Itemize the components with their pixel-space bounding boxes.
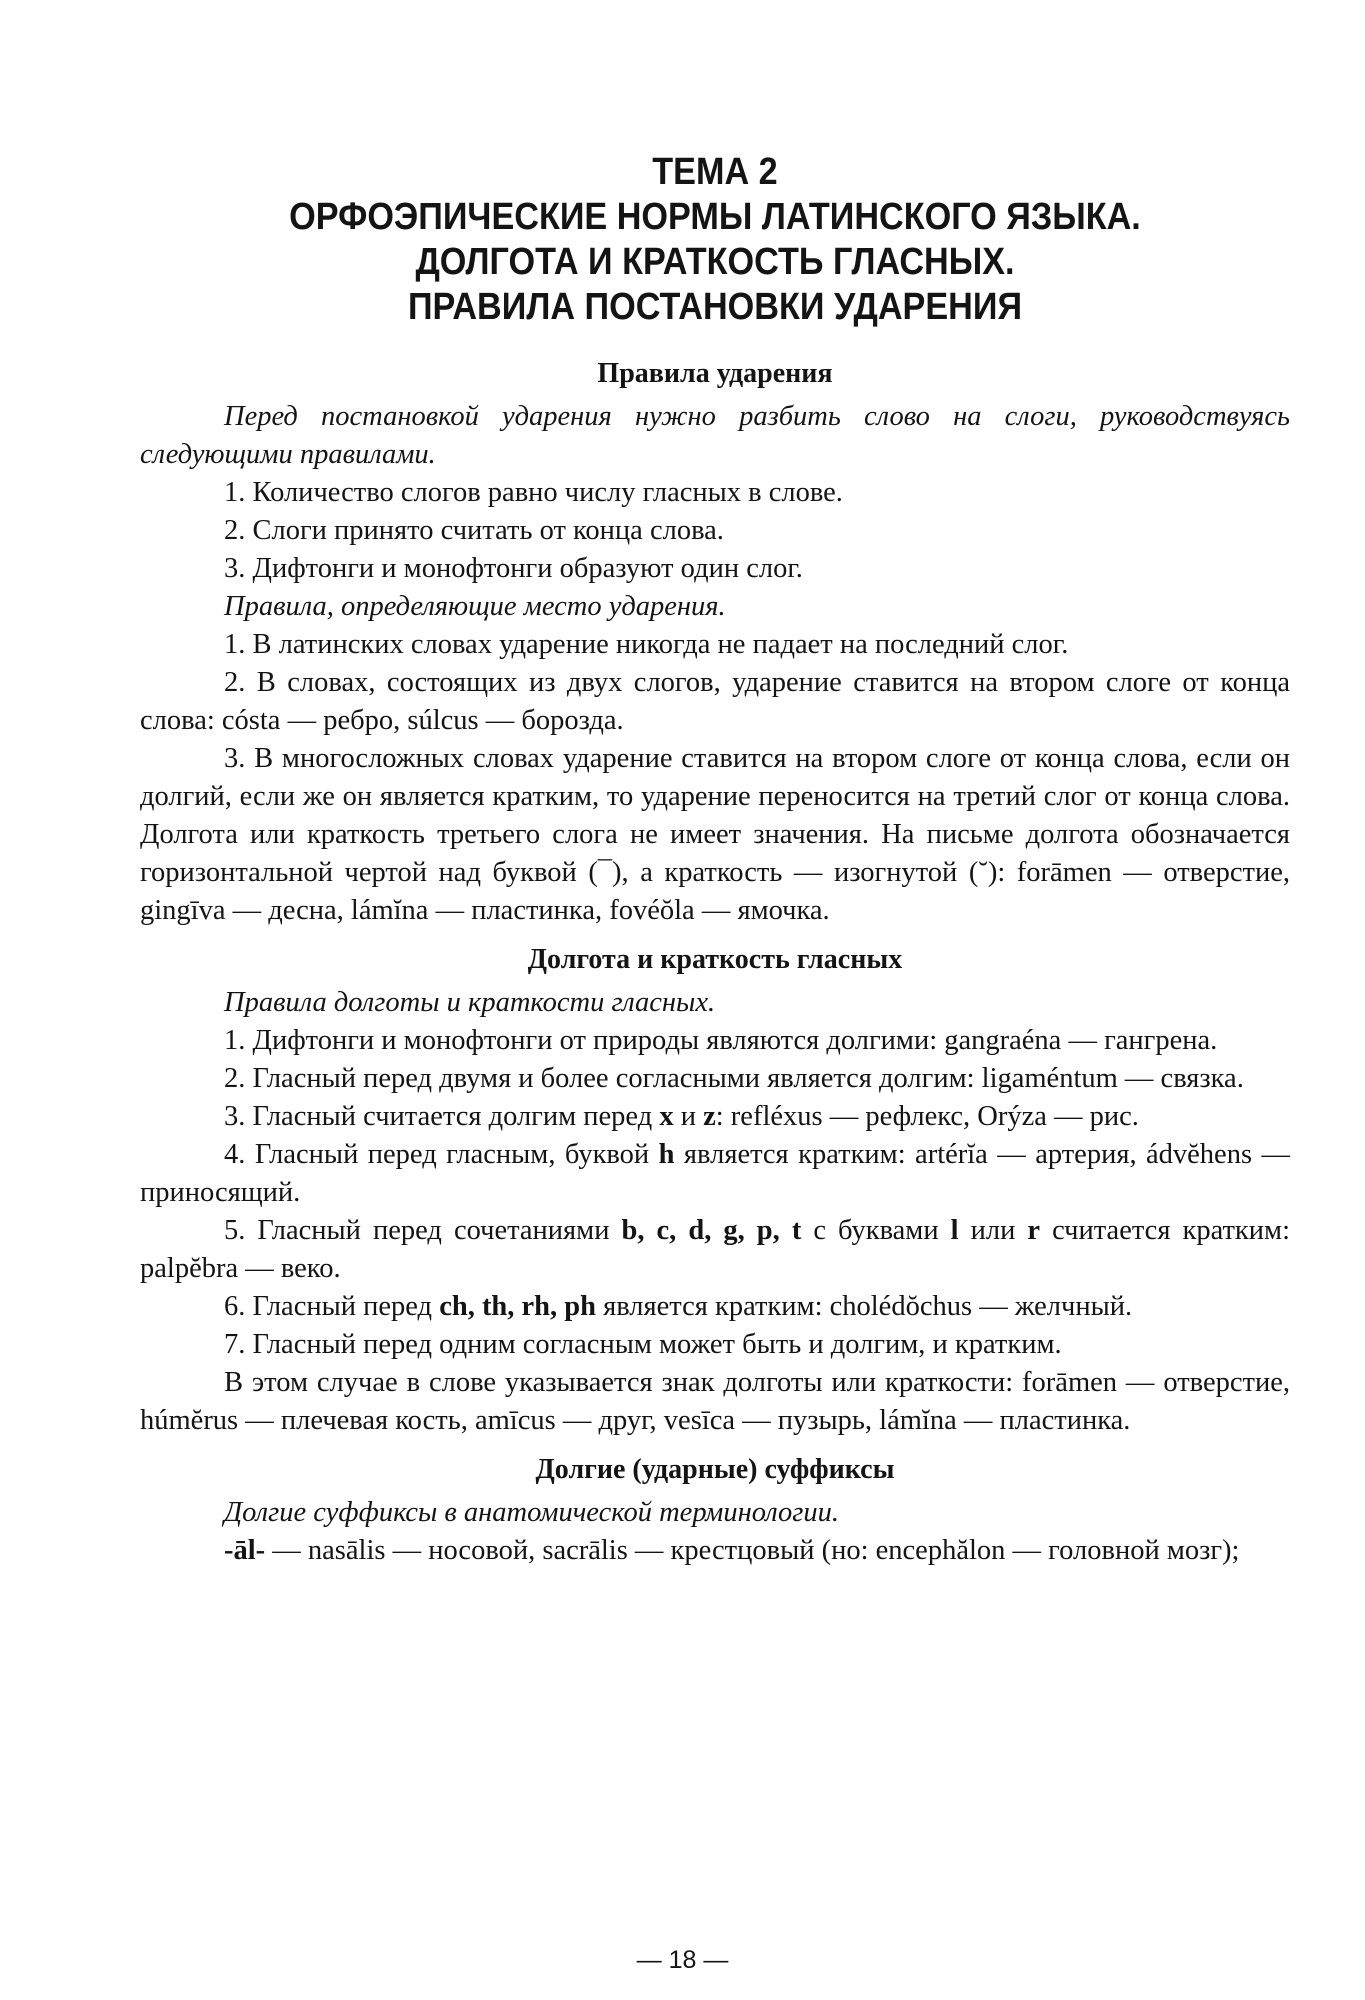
stress-place-subheading: Правила, определяющие место ударения. (224, 591, 726, 622)
stress-rule-2: 2. В словах, состоящих из двух слогов, ударение ставится на втором слоге от конца слова: cósta — ребро, súlcus — борозда. (140, 667, 1290, 736)
suffix-al: -āl- (224, 1535, 266, 1566)
vowel-rule-7: 7. Гласный перед одним согласным может быть и долгим, и кратким. (224, 1329, 1062, 1360)
chapter-title (198, 150, 1233, 330)
vowel-rule-2: 2. Гласный перед двумя и более согласными является долгим: ligaméntum — связка. (224, 1063, 1244, 1094)
vowel-rule-1: 1. Дифтонги и монофтонги от природы являются долгими: gangraéna — гангрена. (224, 1025, 1218, 1056)
section-heading-long-suffixes: Долгие (ударные) суффиксы (535, 1454, 895, 1485)
title-line-1: ТЕМА 2 (652, 151, 778, 193)
vowel-rule-7-note: В этом случае в слове указывается знак долготы или краткости: forāmen — отверстие, húmĕrus — плечевая кость, amīcus — друг, vesīca — пузырь, lámĭna — пластинка. (140, 1367, 1290, 1436)
long-suffixes-subheading: Долгие суффиксы в анатомической терминологии. (224, 1497, 840, 1528)
title-line-2: ОРФОЭПИЧЕСКИЕ НОРМЫ ЛАТИНСКОГО ЯЗЫКА. (289, 196, 1141, 238)
vowel-rule-4: 4. Гласный перед гласным, буквой h является кратким: artérĭa — артерия, ádvĕhens — приносящий. (140, 1139, 1290, 1208)
vowel-length-subheading: Правила долготы и краткости гласных. (224, 987, 716, 1018)
stress-rule-1: 1. В латинских словах ударение никогда не падает на последний слог. (224, 629, 1069, 660)
title-line-4: ПРАВИЛА ПОСТАНОВКИ УДАРЕНИЯ (407, 286, 1023, 328)
section-heading-vowel-length: Долгота и краткость гласных (527, 944, 903, 975)
section-heading-stress-rules: Правила ударения (597, 358, 833, 389)
vowel-rule-3: 3. Гласный считается долгим перед x и z: refléxus — рефлекс, Orýza — рис. (224, 1101, 1139, 1132)
title-line-3: ДОЛГОТА И КРАТКОСТЬ ГЛАСНЫХ. (415, 241, 1015, 283)
syllable-rule-1: 1. Количество слогов равно числу гласных в слове. (224, 477, 843, 508)
stress-rule-3: 3. В многосложных словах ударение ставится на втором слоге от конца слова, если он долгий, если же он является кратким, то ударение переносится на третий слог от конца слова. Долгота или краткость третьего слога не имеет значения. На письме долгота обозначается горизонтальной чертой над буквой (¯), а краткость — изогнутой (˘): forāmen — отверстие, gingīva — десна, lámĭna — пластинка, fovéŏla — ямочка. (140, 743, 1290, 926)
syllable-rule-2: 2. Слоги принято считать от конца слова. (224, 515, 724, 546)
vowel-rule-6: 6. Гласный перед ch, th, rh, ph является кратким: cholédŏchus — желчный. (224, 1291, 1133, 1322)
page-content (140, 150, 1290, 1570)
syllable-rule-3: 3. Дифтонги и монофтонги образуют один слог. (224, 553, 803, 584)
suffix-al-entry: -āl- — nasālis — носовой, sacrālis — крестцовый (но: encephălon — головной мозг); (224, 1535, 1240, 1566)
page-number: — 18 — (636, 1946, 729, 1974)
vowel-rule-5: 5. Гласный перед сочетаниями b, c, d, g, p, t с буквами l или r считается кратким: palpĕbra — веко. (140, 1215, 1290, 1284)
stress-intro: Перед постановкой ударения нужно разбить слово на слоги, руководствуясь следующими правилами. (140, 401, 1290, 470)
